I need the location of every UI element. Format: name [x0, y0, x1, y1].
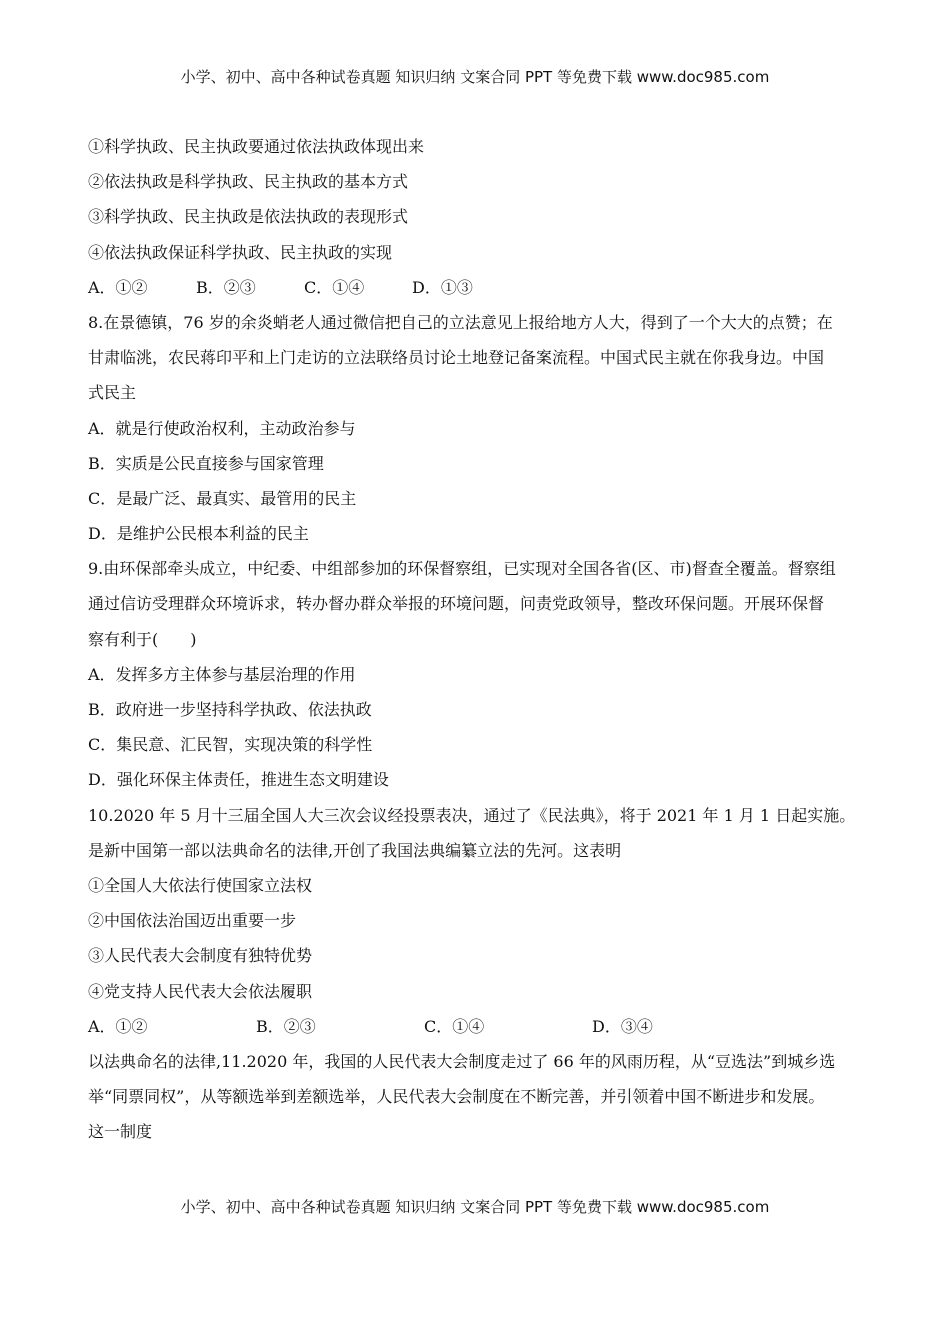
q9-option-b: B．政府进一步坚持科学执政、依法执政 [88, 700, 372, 719]
q10-item-1: ①全国人大依法行使国家立法权 [88, 875, 313, 895]
page-header: 小学、初中、高中各种试卷真题 知识归纳 文案合同 PPT 等免费下载 www.doc985.com [180, 68, 770, 86]
q9-option-c: C．集民意、汇民智，实现决策的科学性 [88, 735, 373, 755]
q9-stem-line-3: 察有利于( ) [88, 629, 197, 649]
q10-item-2: ②中国依法治国迈出重要一步 [88, 911, 297, 931]
page-footer: 小学、初中、高中各种试卷真题 知识归纳 文案合同 PPT 等免费下载 www.doc985.com [180, 1198, 770, 1216]
q7-option-c: C．①④ [304, 277, 365, 297]
q7-item-2: ②依法执政是科学执政、民主执政的基本方式 [88, 172, 409, 192]
q10-item-4: ④党支持人民代表大会依法履职 [88, 981, 313, 1001]
q9-option-a: A．发挥多方主体参与基层治理的作用 [88, 664, 356, 684]
q10-option-c: C．①④ [424, 1016, 485, 1036]
q9-stem-line-1: 9.由环保部牵头成立，中纪委、中组部参加的环保督察组，已实现对全国各省(区、市)督查全覆盖。督察组 [88, 559, 836, 579]
q11-stem-line-1: 以法典命名的法律,11.2020 年，我国的人民代表大会制度走过了 66 年的风雨历程，从“豆选法”到城乡选 [88, 1051, 836, 1071]
q11-stem-line-2: 举“同票同权”，从等额选举到差额选举，人民代表大会制度在不断完善，并引领着中国不断进步和发展。 [88, 1087, 825, 1107]
q7-item-4: ④依法执政保证科学执政、民主执政的实现 [88, 242, 393, 262]
q7-item-1: ①科学执政、民主执政要通过依法执政体现出来 [88, 137, 425, 156]
q10-stem-line-2: 是新中国第一部以法典命名的法律,开创了我国法典编纂立法的先河。这表明 [88, 840, 622, 860]
q10-options [88, 1016, 878, 1051]
q10-option-a: A．①② [88, 1016, 148, 1036]
q8-stem-line-1: 8.在景德镇，76 岁的余炎蛸老人通过微信把自己的立法意见上报给地方人大，得到了一个大大的点赞；在 [88, 312, 833, 332]
q9-option-d: D．强化环保主体责任，推进生态文明建设 [88, 770, 389, 790]
q10-stem-line-1: 10.2020 年 5 月十三届全国人大三次会议经投票表决，通过了《民法典》，将于 2021 年 1 月 1 日起实施。 [88, 805, 856, 825]
q10-option-d: D．③④ [592, 1016, 653, 1036]
q10-option-b: B．②③ [256, 1016, 316, 1036]
q8-option-c: C．是最广泛、最真实、最管用的民主 [88, 488, 357, 508]
q8-option-a: A．就是行使政治权利，主动政治参与 [88, 418, 356, 438]
q7-item-3: ③科学执政、民主执政是依法执政的表现形式 [88, 207, 409, 227]
q9-stem-line-2: 通过信访受理群众环境诉求，转办督办群众举报的环境问题，问责党政领导，整改环保问题。开展环保督 [88, 594, 825, 614]
q7-option-a: A．①② [88, 277, 148, 297]
q11-stem-line-3: 这一制度 [88, 1122, 153, 1142]
q7-options [88, 277, 878, 312]
question-body [88, 136, 878, 1156]
q10-item-3: ③人民代表大会制度有独特优势 [88, 946, 313, 966]
q8-option-b: B．实质是公民直接参与国家管理 [88, 453, 324, 473]
q8-option-d: D．是维护公民根本利益的民主 [88, 524, 309, 544]
q8-stem-line-2: 甘肃临洮，农民蒋印平和上门走访的立法联络员讨论土地登记备案流程。中国式民主就在你我身边。中国 [88, 348, 825, 368]
q8-stem-line-3: 式民主 [88, 383, 137, 403]
q7-option-d: D．①③ [412, 277, 473, 297]
q7-option-b: B．②③ [196, 277, 256, 297]
